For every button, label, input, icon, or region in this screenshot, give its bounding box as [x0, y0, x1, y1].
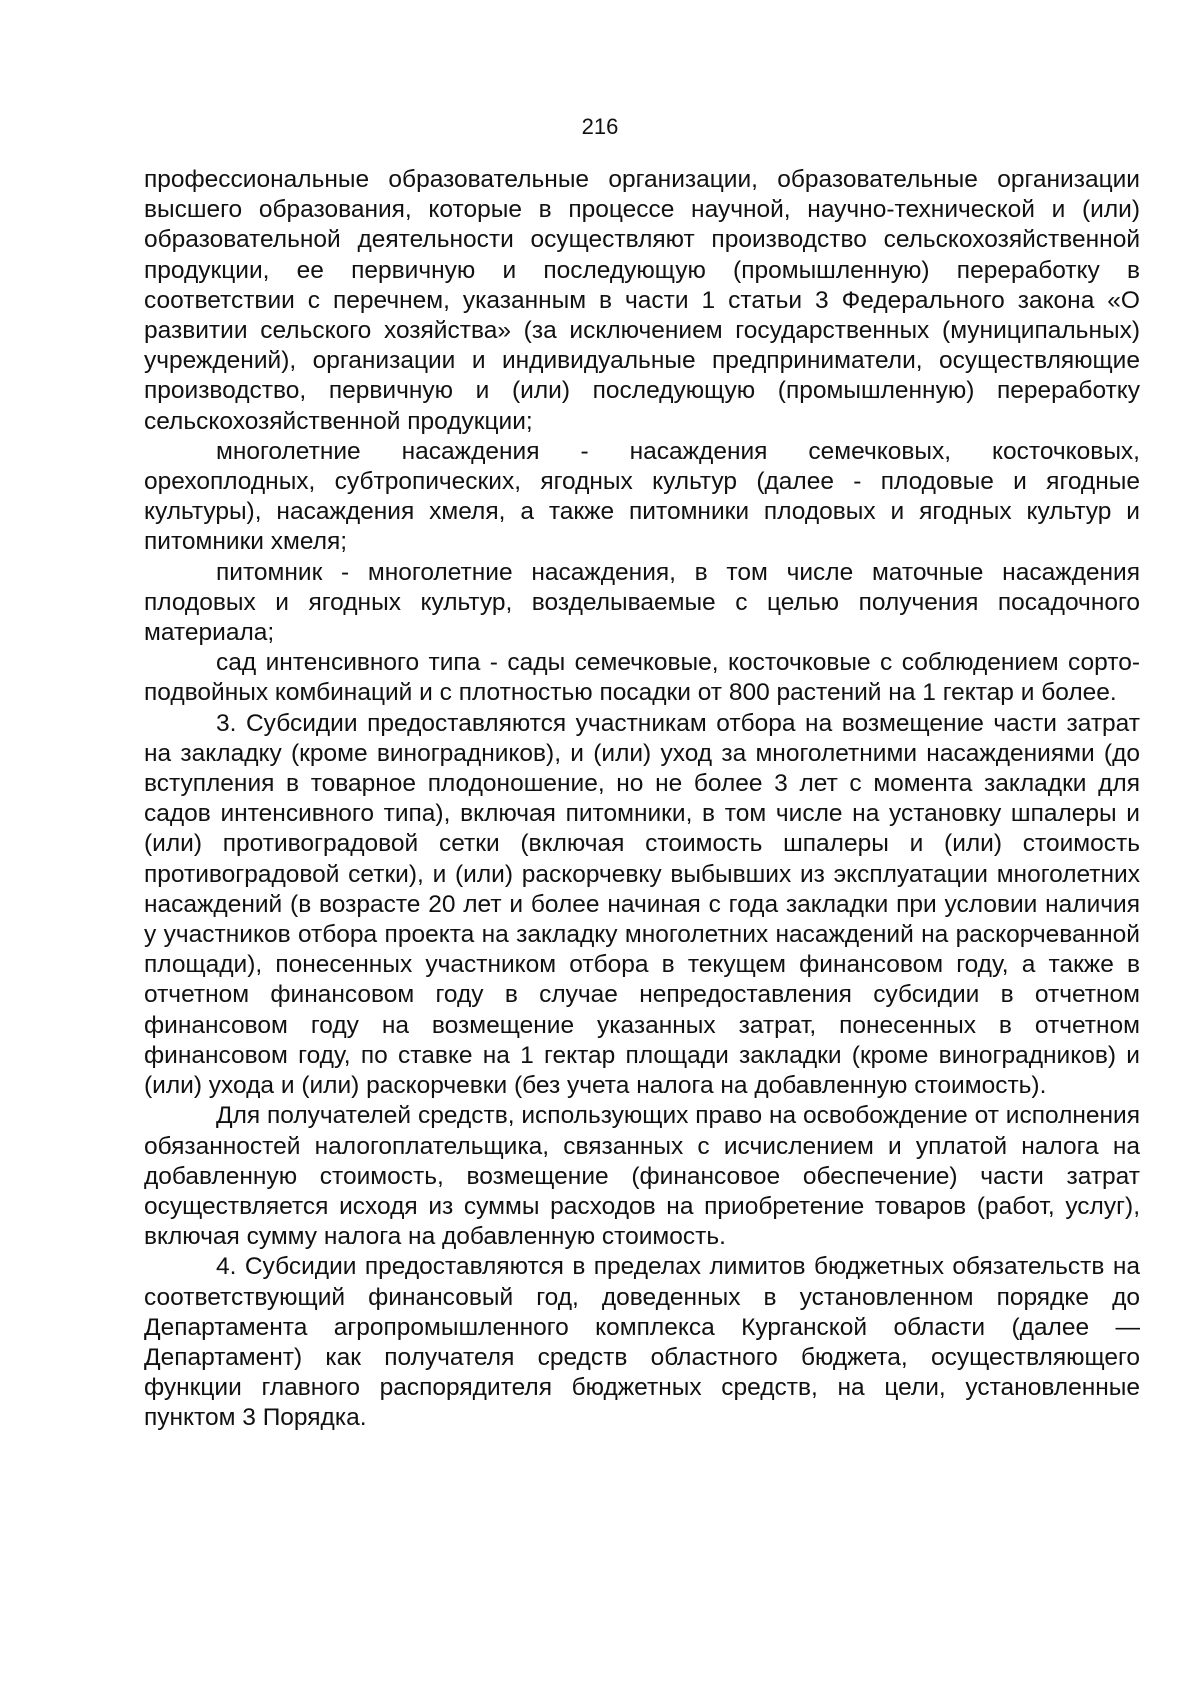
- document-body: [144, 165, 1140, 1434]
- paragraph-clause-3: 3. Субсидии предоставляются участникам отбора на возмещение части затрат на закладку (кроме виноградников), и (или) уход за многолетними насаждениями (до вступления в товарное плодоношение, но не более 3 лет с момента закладки для садов интенсивного типа), включая питомники, в том числе на установку шпалеры и (или) противоградовой сетки (включая стоимость шпалеры и (или) стоимость противоградовой сетки), и (или) раскорчевку выбывших из эксплуатации многолетних насаждений (в возрасте 20 лет и более начиная с года закладки при условии наличия у участников отбора проекта на закладку многолетних насаждений на раскорчеванной площади), понесенных участником отбора в текущем финансовом году, а также в отчетном финансовом году в случае непредоставления субсидии в отчетном финансовом году на возмещение указанных затрат, понесенных в отчетном финансовом году, по ставке на 1 гектар площади закладки (кроме виноградников) и (или) ухода и (или) раскорчевки (без учета налога на добавленную стоимость).: [144, 709, 1140, 1100]
- paragraph-continuation: профессиональные образовательные организации, образовательные организации высшего образования, которые в процессе научной, научно-технической и (или) образовательной деятельности осуществляют производство сельскохозяйственной продукции, ее первичную и последующую (промышленную) переработку в соответствии с перечнем, указанным в части 1 статьи 3 Федерального закона «О развитии сельского хозяйства» (за исключением государственных (муниципальных) учреждений), организации и индивидуальные предприниматели, осуществляющие производство, первичную и (или) последующую (промышленную) переработку сельскохозяйственной продукции;: [144, 166, 1140, 435]
- paragraph-definition-nursery: питомник - многолетние насаждения, в том числе маточные насаждения плодовых и ягодных культур, возделываемые с целью получения посадочного материала;: [144, 558, 1140, 647]
- paragraph-definition-intensive-garden: сад интенсивного типа - сады семечковые, косточковые с соблюдением сорто-подвойных комбинаций и с плотностью посадки от 800 растений на 1 гектар и более.: [144, 649, 1140, 707]
- paragraph-definition-perennial-plantings: многолетние насаждения - насаждения семечковых, косточковых, орехоплодных, субтропических, ягодных культур (далее - плодовые и ягодные культуры), насаждения хмеля, а также питомники плодовых и ягодных культур и питомники хмеля;: [144, 437, 1140, 556]
- paragraph-vat-exemption: Для получателей средств, использующих право на освобождение от исполнения обязанностей налогоплательщика, связанных с исчислением и уплатой налога на добавленную стоимость, возмещение (финансовое обеспечение) части затрат осуществляется исходя из суммы расходов на приобретение товаров (работ, услуг), включая сумму налога на добавленную стоимость.: [144, 1102, 1140, 1251]
- page-number: 216: [581, 114, 619, 139]
- paragraph-clause-4: 4. Субсидии предоставляются в пределах лимитов бюджетных обязательств на соответствующий финансовый год, доведенных в установленном порядке до Департамента агропромышленного комплекса Курганской области (далее — Департамент) как получателя средств областного бюджета, осуществляющего функции главного распорядителя бюджетных средств, на цели, установленные пунктом 3 Порядка.: [144, 1253, 1140, 1432]
